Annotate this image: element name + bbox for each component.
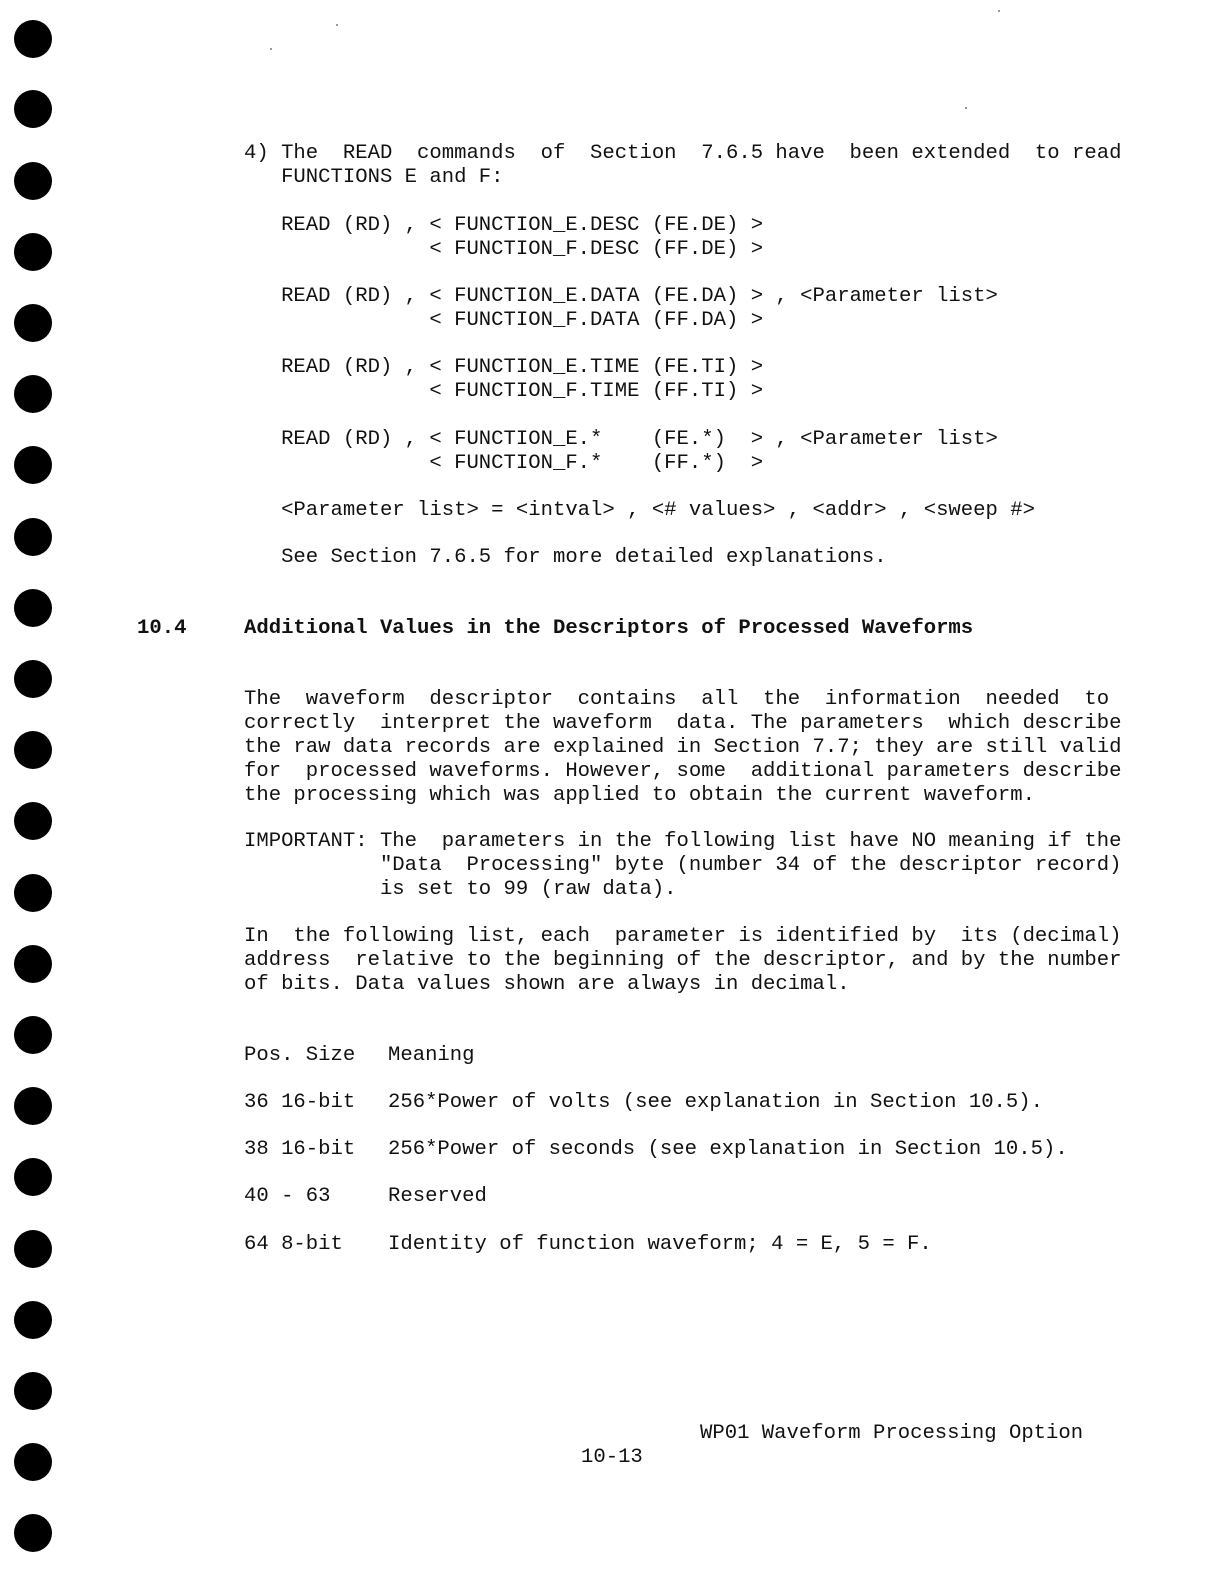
binder-hole-icon (14, 1230, 52, 1268)
binder-hole-icon (14, 446, 52, 484)
table-header-pos-size: Pos. Size (244, 1044, 356, 1067)
binder-hole-icon (14, 162, 52, 200)
binder-hole-icon (14, 802, 52, 840)
see-also-note: See Section 7.6.5 for more detailed explanations. (244, 546, 887, 569)
binder-hole-icon (14, 20, 52, 58)
body-paragraph-line: correctly interpret the waveform data. The parameters which describe (244, 712, 1122, 735)
parameter-list-definition: <Parameter list> = <intval> , <# values> , <addr> , <sweep #> (244, 499, 1035, 522)
binder-hole-icon (14, 1158, 52, 1196)
read-command-line: READ (RD) , < FUNCTION_E.* (FE.*) > , <Parameter list> (244, 428, 998, 451)
read-command-line: < FUNCTION_F.* (FF.*) > (244, 452, 764, 475)
binder-hole-icon (14, 233, 52, 271)
scan-speck (998, 10, 1000, 12)
binder-hole-icon (14, 874, 52, 912)
scan-speck (270, 48, 272, 50)
item4-intro-line: FUNCTIONS E and F: (244, 166, 504, 189)
binder-hole-icon (14, 304, 52, 342)
body-paragraph-line: address relative to the beginning of the descriptor, and by the number (244, 949, 1122, 972)
table-row-pos-size: 40 - 63 (244, 1185, 331, 1208)
body-paragraph-line: the raw data records are explained in Section 7.7; they are still valid (244, 736, 1122, 759)
important-note-line: IMPORTANT: The parameters in the following list have NO meaning if the (244, 830, 1122, 853)
read-command-line: < FUNCTION_F.DESC (FF.DE) > (244, 238, 764, 261)
item4-intro-line: 4) The READ commands of Section 7.6.5 have been extended to read (244, 142, 1122, 165)
binder-hole-icon (14, 1514, 52, 1552)
binder-hole-icon (14, 1301, 52, 1339)
binder-hole-icon (14, 518, 52, 556)
footer-manual-title: WP01 Waveform Processing Option (700, 1422, 1084, 1445)
table-row-pos-size: 38 16-bit (244, 1138, 356, 1161)
body-paragraph-line: the processing which was applied to obtain the current waveform. (244, 784, 1035, 807)
table-row-pos-size: 36 16-bit (244, 1091, 356, 1114)
read-command-line: READ (RD) , < FUNCTION_E.DESC (FE.DE) > (244, 214, 764, 237)
binder-hole-icon (14, 589, 52, 627)
read-command-line: READ (RD) , < FUNCTION_E.TIME (FE.TI) > (244, 356, 764, 379)
table-row-meaning: Identity of function waveform; 4 = E, 5 = F. (388, 1233, 932, 1256)
section-number: 10.4 (137, 617, 187, 640)
body-paragraph-line: for processed waveforms. However, some additional parameters describe (244, 760, 1122, 783)
section-title: Additional Values in the Descriptors of Processed Waveforms (244, 617, 974, 640)
important-note-line: "Data Processing" byte (number 34 of the descriptor record) (244, 854, 1122, 877)
body-paragraph-line: In the following list, each parameter is identified by its (decimal) (244, 925, 1122, 948)
table-header-meaning: Meaning (388, 1044, 475, 1067)
read-command-line: < FUNCTION_F.DATA (FF.DA) > (244, 309, 764, 332)
table-row-meaning: Reserved (388, 1185, 487, 1208)
read-command-line: < FUNCTION_F.TIME (FF.TI) > (244, 380, 764, 403)
binder-hole-icon (14, 1016, 52, 1054)
body-paragraph-line: The waveform descriptor contains all the information needed to (244, 688, 1110, 711)
important-note-line: is set to 99 (raw data). (244, 878, 677, 901)
table-row-meaning: 256*Power of seconds (see explanation in Section 10.5). (388, 1138, 1068, 1161)
scan-speck (336, 24, 338, 26)
page-number: 10-13 (581, 1446, 643, 1469)
table-row-meaning: 256*Power of volts (see explanation in Section 10.5). (388, 1091, 1043, 1114)
body-paragraph-line: of bits. Data values shown are always in decimal. (244, 973, 850, 996)
binder-hole-icon (14, 945, 52, 983)
scan-speck (965, 107, 967, 109)
binder-hole-icon (14, 90, 52, 128)
table-row-pos-size: 64 8-bit (244, 1233, 343, 1256)
binder-hole-icon (14, 1372, 52, 1410)
binder-hole-icon (14, 375, 52, 413)
binder-hole-icon (14, 1087, 52, 1125)
read-command-line: READ (RD) , < FUNCTION_E.DATA (FE.DA) > , <Parameter list> (244, 285, 998, 308)
binder-hole-icon (14, 731, 52, 769)
binder-hole-icon (14, 660, 52, 698)
binder-hole-icon (14, 1443, 52, 1481)
